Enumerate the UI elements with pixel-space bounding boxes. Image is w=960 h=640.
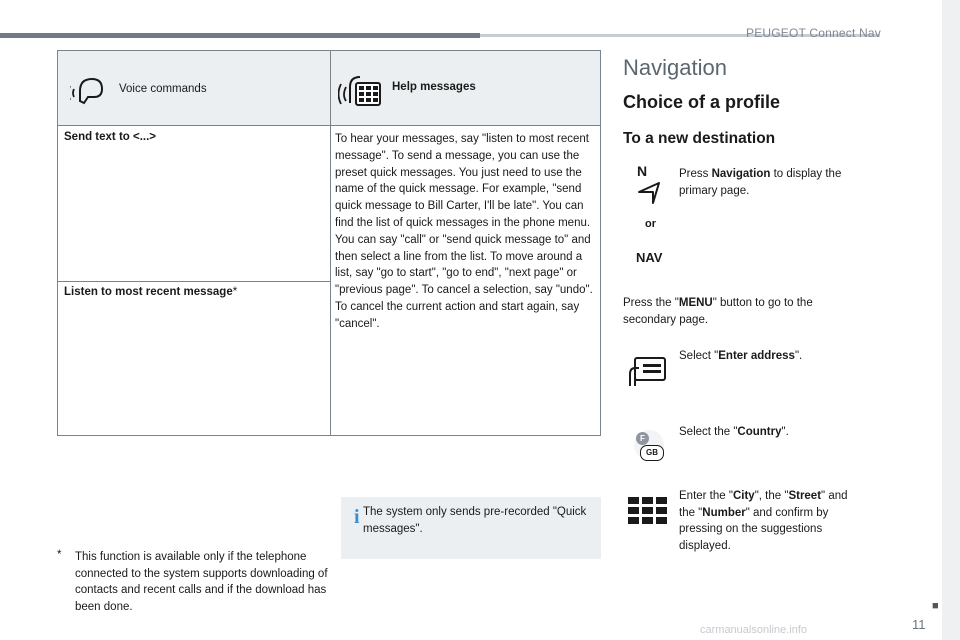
listen-recent-command: Listen to most recent message*	[64, 286, 238, 298]
voice-commands-table	[57, 50, 601, 436]
step-select-country: Select the "Country".	[679, 426, 789, 438]
nav-north-label: N	[637, 163, 648, 179]
step-press-menu: Press the "MENU" button to go to the secondary page.	[623, 297, 813, 326]
info-icon: i	[354, 506, 360, 528]
header-bar-dark	[0, 33, 480, 38]
destination-heading: To a new destination	[623, 130, 776, 147]
voice-commands-heading: Voice commands	[119, 83, 207, 95]
profile-heading: Choice of a profile	[623, 92, 781, 112]
nav-button-label: NAV	[636, 250, 663, 265]
footnote-marker: *	[57, 549, 62, 561]
keyboard-grid-icon	[628, 497, 668, 525]
help-message-text: To hear your messages, say "listen to most recent message". To send a message, you can use the preset quick messages. You just need to use the name of the quick message. For example, "send quick message to Bill Carter, I'll be late". You can find the list of quick messages in the phone menu. You can say "call" or "send quick message to" and then select a line from the list. To move around a list, say "go to start", "go to end", "next page" or "previous page". To cancel a selection, say "undo". To cancel the current action and start again, say "cancel".	[335, 133, 593, 330]
brand-title: PEUGEOT Connect Nav	[746, 26, 881, 40]
section-title: Navigation	[623, 55, 727, 80]
watermark-text: carmanualsonline.info	[700, 624, 808, 636]
enter-address-icon	[629, 356, 667, 388]
send-text-command: Send text to <...>	[64, 131, 157, 143]
table-column-divider	[330, 51, 331, 435]
page-edge-strip	[942, 0, 960, 640]
step-enter-address: Select "Enter address".	[679, 350, 803, 362]
table-row-divider	[58, 281, 330, 282]
step-enter-city-street: Enter the "City", the "Street" and the "Number" and confirm by pressing on the suggestions displayed.	[679, 490, 848, 552]
country-gb-badge: GB	[640, 445, 664, 461]
voice-command-icon	[70, 73, 106, 107]
info-note-box	[341, 497, 601, 559]
navigation-arrow-icon	[636, 180, 662, 206]
step-press-navigation: Press Navigation to display the primary page.	[679, 168, 842, 197]
footnote-text: This function is available only if the telephone connected to the system supports downloading of contacts and recent calls and if the download has been done.	[75, 551, 328, 613]
or-label: or	[645, 218, 656, 230]
country-f-badge: F	[636, 432, 649, 445]
help-messages-heading: Help messages	[392, 81, 476, 93]
page-number: 11	[912, 617, 926, 632]
info-note-text: The system only sends pre-recorded "Quick messages".	[363, 506, 587, 535]
help-messages-icon	[338, 73, 386, 109]
continued-marker: ■	[932, 600, 939, 612]
